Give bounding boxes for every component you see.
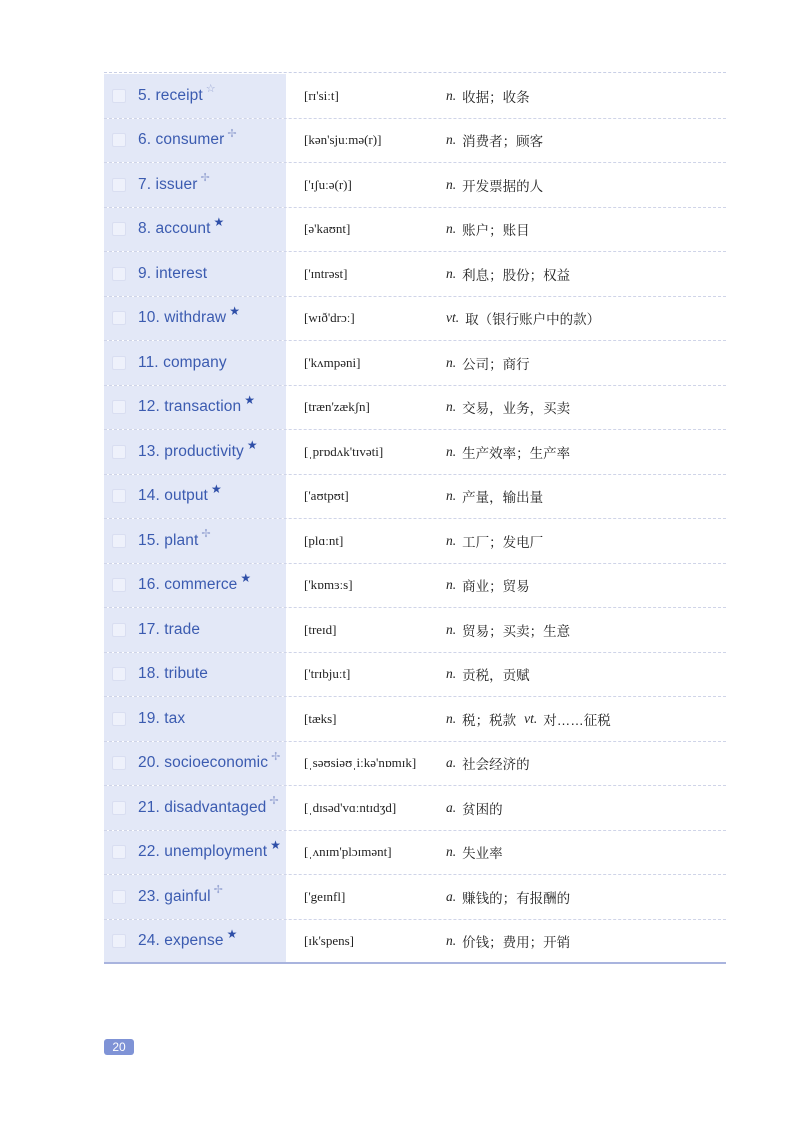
review-checkbox[interactable] [112, 445, 126, 459]
vocab-row [104, 341, 726, 386]
definition [436, 697, 726, 741]
star-icon: ★ [226, 926, 238, 941]
vocab-row [104, 742, 726, 787]
vocab-row [104, 297, 726, 342]
phonetic: [plɑːnt] [304, 532, 344, 548]
mark-icon: ✢ [200, 172, 210, 185]
phonetic: [treɪd] [304, 621, 337, 637]
definition [436, 564, 726, 608]
definition [436, 608, 726, 652]
word-cell [104, 786, 290, 830]
phonetic: ['ɪʃuːə(r)] [304, 176, 352, 192]
word-cell [104, 341, 290, 385]
part-of-speech: n. [446, 488, 457, 504]
word-cell [104, 208, 290, 252]
meaning-text: 贡税，贡赋 [462, 668, 530, 684]
definition [436, 786, 726, 830]
definition [436, 831, 726, 875]
word-cell [104, 386, 290, 430]
review-checkbox[interactable] [112, 756, 126, 770]
mark-icon: ✢ [271, 750, 281, 763]
vocab-row [104, 920, 726, 965]
part-of-speech: n. [446, 443, 457, 459]
mark-icon: ☆ [205, 83, 216, 96]
vocab-word: 24. expense [138, 931, 224, 949]
mark-icon: ✢ [269, 795, 279, 808]
word-cell [104, 297, 290, 341]
vocab-word: 15. plant [138, 531, 199, 549]
vocab-row [104, 74, 726, 119]
review-checkbox[interactable] [112, 578, 126, 592]
meaning-text: 对……征税 [543, 712, 611, 728]
definition [436, 341, 726, 385]
definition [436, 875, 726, 919]
vocab-word: 16. commerce [138, 576, 238, 594]
vocabulary-sheet [104, 72, 726, 964]
word-cell [104, 74, 290, 118]
vocab-word: 17. trade [138, 620, 201, 638]
part-of-speech: n. [446, 87, 457, 103]
review-checkbox[interactable] [112, 133, 126, 147]
meaning-text: 取（银行账户中的款） [465, 312, 601, 328]
mark-icon: ✢ [201, 528, 211, 541]
vocab-row [104, 875, 726, 920]
part-of-speech: n. [446, 577, 457, 593]
part-of-speech: n. [446, 176, 457, 192]
meaning-text: 商业；贸易 [462, 579, 530, 595]
vocab-word: 20. socioeconomic [138, 754, 269, 772]
word-cell [104, 697, 290, 741]
vocab-row [104, 653, 726, 698]
phonetic: ['aʊtpʊt] [304, 488, 349, 504]
part-of-speech: vt. [524, 710, 538, 726]
phonetic: ['ɪntrəst] [304, 265, 348, 281]
part-of-speech: n. [446, 844, 457, 860]
phonetic: [ˌʌnɪm'plɔɪmənt] [304, 844, 392, 860]
part-of-speech: n. [446, 399, 457, 415]
part-of-speech: n. [446, 666, 457, 682]
phonetic: [træn'zækʃn] [304, 399, 370, 415]
definition [436, 252, 726, 296]
meaning-text: 价钱；费用；开销 [462, 934, 571, 950]
star-icon: ★ [213, 215, 225, 230]
vocab-row [104, 119, 726, 164]
part-of-speech: n. [446, 132, 457, 148]
definition [436, 920, 726, 963]
star-icon: ★ [229, 304, 240, 319]
phonetic: [ɪk'spens] [304, 932, 355, 948]
word-cell [104, 653, 290, 697]
word-cell [104, 430, 290, 474]
word-cell [104, 475, 290, 519]
meaning-text: 失业率 [462, 846, 503, 862]
vocab-row [104, 430, 726, 475]
vocab-row [104, 697, 726, 742]
part-of-speech: n. [446, 621, 457, 637]
part-of-speech: a. [446, 755, 457, 771]
meaning-text: 利息；股份；权益 [462, 267, 571, 283]
meaning-text: 产量，输出量 [462, 490, 544, 506]
vocab-row [104, 252, 726, 297]
review-checkbox[interactable] [112, 934, 126, 948]
vocab-word: 12. transaction [138, 398, 242, 416]
meaning-text: 工厂；发电厂 [462, 534, 544, 550]
definition [436, 742, 726, 786]
word-cell [104, 742, 290, 786]
definition [436, 208, 726, 252]
review-checkbox[interactable] [112, 534, 126, 548]
meaning-text: 社会经济的 [462, 757, 530, 773]
vocab-word: 21. disadvantaged [138, 798, 267, 816]
phonetic: [wɪð'drɔː] [304, 310, 355, 326]
vocab-word: 11. company [138, 353, 227, 371]
part-of-speech: n. [446, 221, 457, 237]
vocab-row [104, 208, 726, 253]
star-icon: ★ [240, 571, 252, 586]
phonetic: [ˌsəʊsiəʊˌiːkə'nɒmɪk] [304, 755, 417, 771]
review-checkbox[interactable] [112, 400, 126, 414]
phonetic: ['geɪnfl] [304, 888, 346, 904]
part-of-speech: n. [446, 532, 457, 548]
meaning-text: 贸易；买卖；生意 [462, 623, 571, 639]
vocab-word: 10. withdraw [138, 309, 227, 327]
part-of-speech: n. [446, 265, 457, 281]
part-of-speech: n. [446, 354, 457, 370]
definition [436, 163, 726, 207]
word-cell [104, 564, 290, 608]
vocab-row [104, 564, 726, 609]
vocab-word: 22. unemployment [138, 843, 268, 861]
definition [436, 475, 726, 519]
phonetic: [kən'sjuːmə(r)] [304, 132, 382, 148]
part-of-speech: a. [446, 799, 457, 815]
phonetic: ['kɒmɜːs] [304, 577, 353, 593]
page-number: 20 [104, 1039, 134, 1055]
word-cell [104, 163, 290, 207]
star-icon: ★ [244, 393, 255, 408]
phonetic: ['kʌmpəni] [304, 354, 361, 370]
definition [436, 297, 726, 341]
phonetic: [ˌprɒdʌk'tɪvəti] [304, 443, 384, 459]
part-of-speech: n. [446, 932, 457, 948]
review-checkbox[interactable] [112, 311, 126, 325]
vocab-row [104, 163, 726, 208]
word-cell [104, 608, 290, 652]
review-checkbox[interactable] [112, 489, 126, 503]
vocab-word: 8. account [138, 220, 211, 238]
review-checkbox[interactable] [112, 222, 126, 236]
meaning-text: 公司；商行 [462, 356, 530, 372]
phonetic: [ə'kaʊnt] [304, 221, 351, 237]
meaning-text: 账户；账目 [462, 223, 530, 239]
review-checkbox[interactable] [112, 178, 126, 192]
vocabulary-table [104, 74, 726, 964]
meaning-text: 赚钱的；有报酬的 [462, 890, 571, 906]
word-cell [104, 519, 290, 563]
vocab-row [104, 786, 726, 831]
star-icon: ★ [210, 482, 222, 497]
word-cell [104, 875, 290, 919]
vocab-word: 18. tribute [138, 665, 209, 683]
vocab-word: 13. productivity [138, 442, 244, 460]
phonetic: [tæks] [304, 710, 337, 726]
vocab-word: 5. receipt [138, 86, 203, 104]
review-checkbox[interactable] [112, 623, 126, 637]
phonetic: [ˌdɪsəd'vɑːntɪdʒd] [304, 799, 397, 815]
word-cell [104, 252, 290, 296]
vocab-row [104, 386, 726, 431]
vocab-word: 14. output [138, 487, 208, 505]
vocab-word: 23. gainful [138, 887, 211, 905]
review-checkbox[interactable] [112, 267, 126, 281]
review-checkbox[interactable] [112, 845, 126, 859]
definition [436, 74, 726, 118]
phonetic: [rɪ'siːt] [304, 87, 339, 103]
vocab-row [104, 475, 726, 520]
word-cell [104, 831, 290, 875]
vocab-word: 19. tax [138, 709, 186, 727]
mark-icon: ✢ [227, 127, 237, 140]
definition [436, 430, 726, 474]
part-of-speech: n. [446, 710, 457, 726]
definition [436, 386, 726, 430]
meaning-text: 生产效率；生产率 [462, 445, 571, 461]
part-of-speech: a. [446, 888, 457, 904]
part-of-speech: vt. [446, 310, 460, 326]
meaning-text: 贫困的 [462, 801, 503, 817]
review-checkbox[interactable] [112, 801, 126, 815]
definition [436, 119, 726, 163]
vocab-word: 7. issuer [138, 175, 198, 193]
vocab-row [104, 519, 726, 564]
review-checkbox[interactable] [112, 667, 126, 681]
vocab-word: 9. interest [138, 264, 208, 282]
meaning-text: 税；税款 [462, 712, 517, 728]
vocab-row [104, 831, 726, 876]
review-checkbox[interactable] [112, 89, 126, 103]
definition [436, 653, 726, 697]
word-cell [104, 920, 290, 963]
meaning-text: 消费者；顾客 [462, 134, 544, 150]
meaning-text: 交易，业务，买卖 [462, 401, 571, 417]
review-checkbox[interactable] [112, 890, 126, 904]
star-icon: ★ [270, 838, 281, 853]
phonetic: ['trɪbjuːt] [304, 666, 351, 682]
mark-icon: ✢ [213, 884, 223, 897]
vocab-word: 6. consumer [138, 131, 225, 149]
word-cell [104, 119, 290, 163]
meaning-text: 开发票据的人 [462, 178, 544, 194]
definition [436, 519, 726, 563]
star-icon: ★ [246, 437, 258, 452]
vocab-row [104, 608, 726, 653]
meaning-text: 收据；收条 [462, 89, 530, 105]
review-checkbox[interactable] [112, 356, 126, 370]
review-checkbox[interactable] [112, 712, 126, 726]
